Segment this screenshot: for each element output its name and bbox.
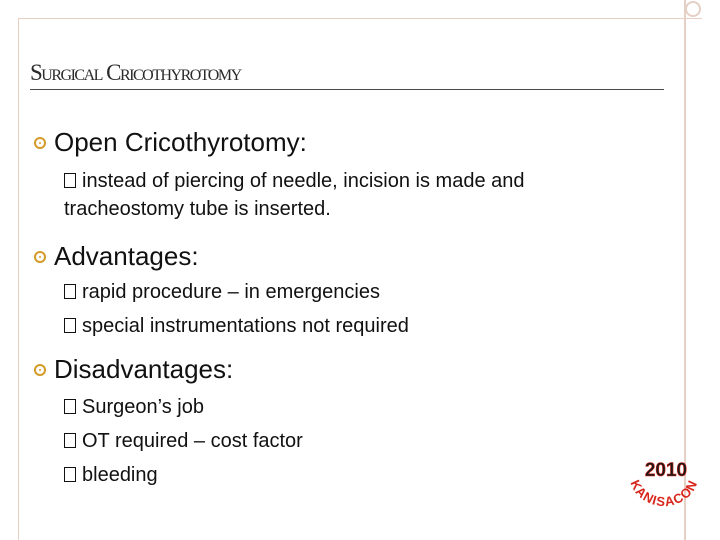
box-bullet-icon: [64, 433, 76, 448]
slide-title: Surgical Cricothyrotomy: [30, 60, 241, 85]
corner-circle-icon: [685, 1, 701, 17]
list-item-text: OT required – cost factor: [82, 430, 303, 452]
list-item: [64, 461, 158, 489]
list-item: [64, 312, 409, 340]
ring-bullet-icon: [34, 364, 46, 376]
list-item-text: Surgeon’s job: [82, 396, 204, 418]
list-item-text: special instrumentations not required: [82, 315, 409, 337]
box-bullet-icon: [64, 399, 76, 414]
box-bullet-icon: [64, 318, 76, 333]
title-underline: [30, 89, 664, 90]
box-bullet-icon: [64, 467, 76, 482]
ring-bullet-icon: [34, 137, 46, 149]
kanisacon-logo: [624, 448, 704, 510]
list-item-text: rapid procedure – in emergencies: [82, 281, 380, 303]
box-bullet-icon: [64, 284, 76, 299]
section-heading-advantages: [34, 241, 199, 272]
list-item-text: instead of piercing of needle, incision is made and tracheostomy tube is inserted.: [64, 170, 525, 220]
section-heading-text: Disadvantages:: [54, 354, 234, 384]
section-heading-text: Open Cricothyrotomy:: [54, 127, 307, 157]
slide-border-top: [18, 18, 702, 19]
slide-border-left: [18, 18, 19, 540]
box-bullet-icon: [64, 173, 76, 188]
list-item: [64, 393, 204, 421]
list-item: [64, 278, 380, 306]
list-item: [64, 167, 634, 223]
logo-year: 2010: [644, 460, 688, 481]
section-heading-disadvantages: [34, 354, 233, 385]
section-heading-text: Advantages:: [54, 241, 199, 271]
list-item: [64, 427, 303, 455]
list-item-text: bleeding: [82, 464, 158, 486]
ring-bullet-icon: [34, 251, 46, 263]
section-heading-open-cricothyrotomy: [34, 127, 307, 158]
svg-text:KANISACON: [628, 477, 701, 509]
logo-name: KANISACON: [627, 477, 701, 510]
